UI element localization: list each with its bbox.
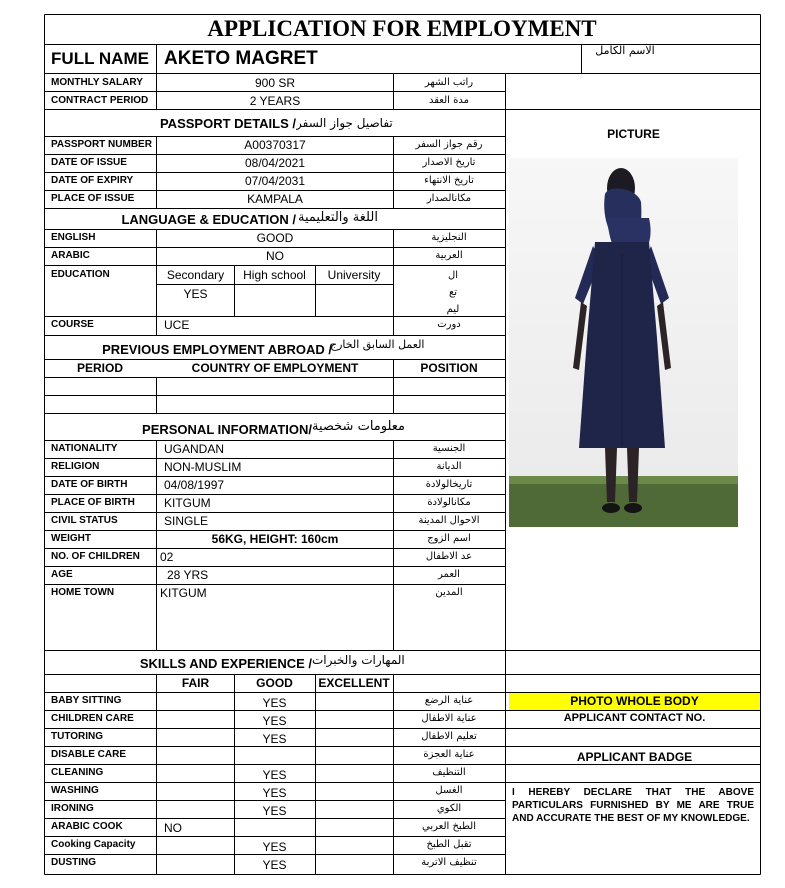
passport-section-title-ar: تفاصيل جواز السفر [296,116,393,130]
skill-row-label-ar: عناية الرضع [424,695,474,706]
education-label-ar: ال [447,270,459,281]
previous-employment-column-header: POSITION [420,361,478,375]
language-field-label-ar: النجليزية [431,232,467,243]
skill-good-value [234,748,315,766]
language-section-title-ar: اللغة والتعليمية [298,210,378,225]
applicant-photo-image [509,158,738,527]
skill-row-label: BABY SITTING [51,695,122,706]
skill-fair-value [164,801,234,819]
skill-good-value: YES [262,732,287,746]
personal-section-title: PERSONAL INFORMATION/ [142,422,312,437]
skill-good-value: YES [262,714,287,728]
passport-section-title: PASSPORT DETAILS / [159,116,296,131]
skill-row-label: CHILDREN CARE [51,713,134,724]
skill-fair-value [164,837,234,855]
personal-field-label-ar: الجنسية [432,443,466,454]
skills-column-header: EXCELLENT [318,676,390,690]
passport-field-label-ar: مكانالصدار [426,193,472,204]
top-field-label-ar: مدة العقد [429,95,469,106]
education-column-header: High school [243,268,306,282]
applicant-photo [509,158,738,527]
education-column-value [234,285,315,303]
language-field-label: ENGLISH [51,232,96,243]
skill-row-label: ARABIC COOK [51,821,123,832]
skill-fair-value [164,693,234,711]
applicant-badge-label: APPLICANT BADGE [576,751,693,764]
applicant-contact-label: APPLICANT CONTACT NO. [563,713,706,724]
skill-excellent-value [315,802,393,820]
skill-row-label-ar: تعليم الاطفال [421,731,477,742]
language-field-label-ar: العربية [435,250,463,261]
personal-field-value: SINGLE [164,514,209,528]
previous-employment-column-header: COUNTRY OF EMPLOYMENT [191,361,359,375]
passport-field-label: PASSPORT NUMBER [51,139,152,150]
skill-row-label-ar: الطبخ العربي [422,821,476,832]
personal-field-value: KITGUM [160,586,207,600]
skill-row-label: DUSTING [51,857,96,868]
skill-row-label: IRONING [51,803,94,814]
education-column-header: University [327,268,381,282]
personal-field-label-ar: عد الاطفال [425,551,473,562]
skill-good-value: YES [262,840,287,854]
skill-fair-value [164,711,234,729]
form-title: APPLICATION FOR EMPLOYMENT [207,16,597,41]
personal-field-value: UGANDAN [164,442,225,456]
education-label: EDUCATION [51,269,110,280]
skill-row-label-ar: التنظيف [432,767,466,778]
personal-field-label-ar: الديانة [436,461,462,472]
top-field-value: 900 SR [254,76,296,90]
skill-good-value: YES [262,786,287,800]
personal-field-label: NATIONALITY [51,443,118,454]
education-label-ar: ليم [446,304,460,315]
personal-field-value: 04/08/1997 [164,478,225,492]
skill-row-label-ar: الغسل [435,785,463,796]
language-section-title: LANGUAGE & EDUCATION / [121,212,296,227]
passport-field-label-ar: رقم جواز السفر [415,139,483,150]
personal-field-value: NON-MUSLIM [164,460,242,474]
personal-field-label: CIVIL STATUS [51,515,118,526]
declaration-text: I HEREBY DECLARE THAT THE ABOVE PARTICULARS FURNISHED BY ME ARE TRUE AND ACCURATE THE BEST OF MY KNOWLEDGE. [512,787,754,824]
skills-section-title-ar: المهارات والخبرات [312,653,405,667]
skill-row-label: CLEANING [51,767,104,778]
skill-excellent-value [315,748,393,766]
skill-excellent-value [315,820,393,838]
skill-row-label-ar: تنظيف الاتربة [421,857,477,868]
skills-section-title: SKILLS AND EXPERIENCE / [139,656,312,671]
skill-good-value [234,820,315,838]
personal-field-label-ar: المدين [435,587,463,598]
skill-row-label-ar: الكوي [436,803,462,814]
photo-whole-body-label: PHOTO WHOLE BODY [570,694,699,708]
full-name-value: AKETO MAGRET [164,48,318,69]
personal-field-label: DATE OF BIRTH [51,479,128,490]
education-column-value: YES [183,287,208,301]
course-label: COURSE [51,319,94,330]
personal-field-label: NO. OF CHILDREN [51,551,140,562]
skill-fair-value [164,765,234,783]
personal-field-label-ar: العمر [438,569,460,580]
skill-good-value: YES [262,696,287,710]
education-label-ar: تع [448,287,458,298]
passport-field-value: A00370317 [244,138,306,152]
skill-row-label: TUTORING [51,731,104,742]
personal-field-value: 56KG, HEIGHT: 160cm [211,532,339,546]
personal-field-label: PLACE OF BIRTH [51,497,135,508]
full-name-label: FULL NAME [51,49,149,68]
skill-excellent-value [315,694,393,712]
passport-field-value: 07/04/2031 [244,174,306,188]
top-field-label-ar: راتب الشهر [424,77,474,88]
skill-excellent-value [315,856,393,874]
skill-excellent-value [315,784,393,802]
personal-field-label-ar: الاحوال المدينة [418,515,480,526]
passport-field-label-ar: تاريخ الاصدار [422,157,476,168]
skill-good-value: YES [262,768,287,782]
skill-excellent-value [315,712,393,730]
education-column-value [315,285,393,303]
skill-excellent-value [315,838,393,856]
passport-field-label: DATE OF ISSUE [51,157,127,168]
passport-field-value: 08/04/2021 [244,156,306,170]
language-field-value: GOOD [256,231,294,245]
skill-excellent-value [315,730,393,748]
education-column-header: Secondary [166,268,225,282]
previous-employment-column-header: PERIOD [76,361,123,375]
previous-employment-title-ar: العمل السابق الخارج [330,338,425,351]
language-field-label: ARABIC [51,250,90,261]
course-label-ar: دورت [437,319,461,330]
personal-field-value: KITGUM [164,496,211,510]
skill-fair-value [164,729,234,747]
skill-row-label-ar: عناية العجزة [423,749,475,760]
top-field-value: 2 YEARS [249,94,301,108]
personal-field-label: RELIGION [51,461,100,472]
skill-row-label: Cooking Capacity [51,839,136,850]
personal-field-label: AGE [51,569,73,580]
skills-column-header: GOOD [256,676,293,690]
skill-row-label-ar: تقبل الطبخ [426,839,472,850]
passport-field-label: PLACE OF ISSUE [51,193,135,204]
personal-field-label-ar: تاريخالولادة [425,479,473,490]
top-field-label: MONTHLY SALARY [51,77,143,88]
skill-fair-value [164,747,234,765]
skill-fair-value [164,855,234,873]
skill-row-label-ar: عناية الاطفال [421,713,477,724]
previous-employment-title: PREVIOUS EMPLOYMENT ABROAD / [102,342,332,357]
passport-field-label: DATE OF EXPIRY [51,175,134,186]
skill-fair-value: NO [164,821,182,835]
skills-column-header: FAIR [181,676,210,690]
skill-good-value: YES [262,804,287,818]
skill-good-value: YES [262,858,287,872]
personal-field-label: HOME TOWN [51,587,115,598]
personal-field-label-ar: مكانالولادة [427,497,471,508]
skill-fair-value [164,783,234,801]
course-value: UCE [164,318,190,332]
top-field-label: CONTRACT PERIOD [51,95,149,106]
skill-row-label: DISABLE CARE [51,749,127,760]
personal-field-value: 02 [160,550,174,564]
skill-row-label: WASHING [51,785,99,796]
full-name-label-ar: الاسم الكامل [595,45,655,57]
personal-field-label: WEIGHT [51,533,91,544]
personal-section-title-ar: معلومات شخصية [312,419,405,434]
passport-field-label-ar: تاريخ الانتهاء [424,175,474,186]
skill-excellent-value [315,766,393,784]
personal-field-value: 28 YRS [167,568,209,582]
picture-label: PICTURE [607,128,660,141]
passport-field-value: KAMPALA [247,192,303,206]
language-field-value: NO [266,249,284,263]
personal-field-label-ar: اسم الزوج [427,533,471,544]
